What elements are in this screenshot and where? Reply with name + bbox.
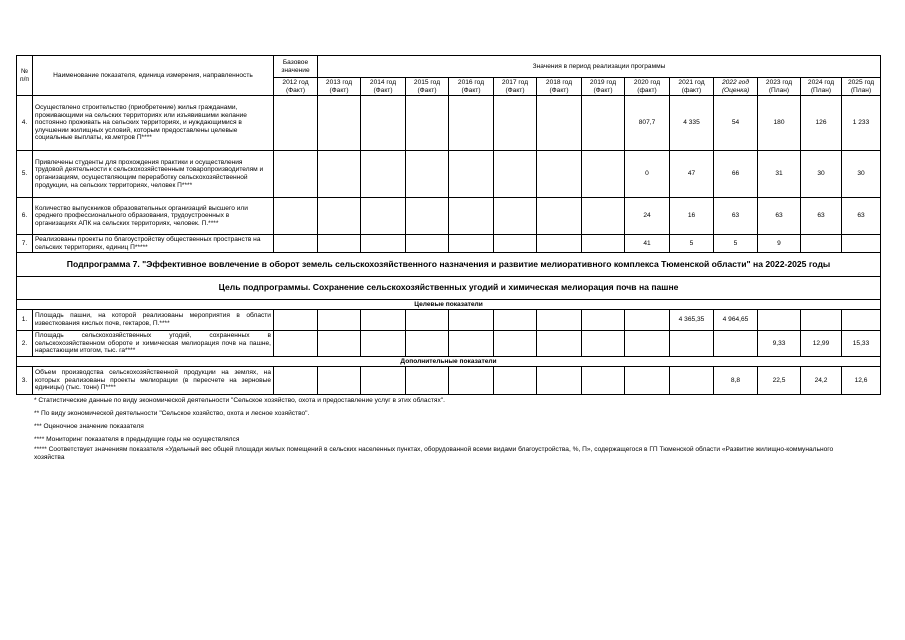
value-cell: 16 <box>670 198 714 235</box>
value-cell <box>494 310 537 331</box>
header-period: Значения в период реализации программы <box>318 56 881 78</box>
value-cell <box>494 367 537 395</box>
footnote: *** Оценочное значение показателя <box>34 423 144 430</box>
header-year: 2018 год (Факт) <box>537 78 582 96</box>
additional-indicators-heading: Дополнительные показатели <box>17 357 881 367</box>
value-cell <box>625 367 670 395</box>
row-number: 4. <box>17 96 33 151</box>
row-number: 7. <box>17 235 33 253</box>
value-cell <box>274 198 318 235</box>
value-cell <box>449 235 494 253</box>
value-cell <box>406 310 449 331</box>
row-indicator-name: Осуществлено строительство (приобретение) жилья гражданами, проживающими на сельских территориях или изъявившими желание постоянно проживать на сельских территориях, и нуждающимися в улучшении жилищных условий, которым предоставлены целевые социальные выплаты, кв.метров П**** <box>33 96 274 151</box>
value-cell <box>318 151 361 198</box>
indicators-table <box>16 55 881 395</box>
table-row <box>17 331 881 357</box>
value-cell <box>670 331 714 357</box>
value-cell <box>537 151 582 198</box>
header-year: 2016 год (Факт) <box>449 78 494 96</box>
row-indicator-name: Площадь пашни, на которой реализованы мероприятия в области известкования кислых почв, гектаров, П.**** <box>33 310 274 331</box>
value-cell <box>801 310 842 331</box>
value-cell <box>842 310 881 331</box>
value-cell <box>494 235 537 253</box>
target-indicators-heading: Целевые показатели <box>17 300 881 310</box>
value-cell <box>758 310 801 331</box>
value-cell <box>494 331 537 357</box>
header-year: 2017 год (Факт) <box>494 78 537 96</box>
value-cell: 807,7 <box>625 96 670 151</box>
subprogram-title: Подпрограмма 7. "Эффективное вовлечение в оборот земель сельскохозяйственного назначения и развитие мелиоративного комплекса Тюменской области" на 2022-2025 годы <box>17 253 881 277</box>
value-cell <box>274 96 318 151</box>
value-cell <box>318 367 361 395</box>
value-cell <box>318 96 361 151</box>
value-cell <box>274 331 318 357</box>
value-cell: 47 <box>670 151 714 198</box>
value-cell <box>406 331 449 357</box>
header-year: 2025 год (План) <box>842 78 881 96</box>
value-cell <box>318 198 361 235</box>
value-cell: 66 <box>714 151 758 198</box>
header-year: 2019 год (Факт) <box>582 78 625 96</box>
footnote: ** По виду экономической деятельности "Сельское хозяйство, охота и лесное хозяйство". <box>34 410 310 417</box>
footnote: * Статистические данные по виду экономической деятельности "Сельское хозяйство, охота и предоставление услуг в этих областях". <box>34 397 445 404</box>
value-cell: 15,33 <box>842 331 881 357</box>
value-cell <box>274 310 318 331</box>
value-cell <box>406 198 449 235</box>
value-cell <box>361 310 406 331</box>
value-cell: 12,6 <box>842 367 881 395</box>
value-cell: 1 233 <box>842 96 881 151</box>
header-name: Наименование показателя, единица измерения, направленность <box>33 56 274 96</box>
header-year: 2015 год (Факт) <box>406 78 449 96</box>
header-year: 2020 год (факт) <box>625 78 670 96</box>
value-cell <box>670 367 714 395</box>
value-cell: 63 <box>801 198 842 235</box>
value-cell <box>494 96 537 151</box>
value-cell: 31 <box>758 151 801 198</box>
header-year: 2023 год (План) <box>758 78 801 96</box>
row-number: 6. <box>17 198 33 235</box>
value-cell: 4 964,65 <box>714 310 758 331</box>
value-cell <box>274 151 318 198</box>
value-cell: 54 <box>714 96 758 151</box>
value-cell <box>361 198 406 235</box>
value-cell <box>449 96 494 151</box>
value-cell <box>361 331 406 357</box>
value-cell: 4 365,35 <box>670 310 714 331</box>
header-year: 2024 год (План) <box>801 78 842 96</box>
table-row <box>17 310 881 331</box>
value-cell <box>406 96 449 151</box>
value-cell <box>582 235 625 253</box>
table-row <box>17 198 881 235</box>
value-cell <box>537 367 582 395</box>
value-cell: 63 <box>758 198 801 235</box>
value-cell <box>449 198 494 235</box>
value-cell <box>361 96 406 151</box>
row-indicator-name: Объем производства сельскохозяйственной продукции на землях, на которых реализованы проекты мелиорации (в пересчете на зерновые единицы) (тыс. тонн) П**** <box>33 367 274 395</box>
value-cell <box>449 310 494 331</box>
value-cell <box>449 367 494 395</box>
value-cell <box>449 151 494 198</box>
value-cell: 126 <box>801 96 842 151</box>
value-cell <box>537 310 582 331</box>
table-row <box>17 367 881 395</box>
value-cell: 5 <box>670 235 714 253</box>
value-cell <box>318 310 361 331</box>
value-cell <box>625 331 670 357</box>
value-cell <box>537 331 582 357</box>
value-cell <box>274 235 318 253</box>
header-year: 2013 год (Факт) <box>318 78 361 96</box>
value-cell <box>406 151 449 198</box>
table-row <box>17 96 881 151</box>
value-cell <box>537 96 582 151</box>
value-cell <box>625 310 670 331</box>
value-cell <box>582 96 625 151</box>
row-indicator-name: Реализованы проекты по благоустройству общественных пространств на сельских территориях, единиц П***** <box>33 235 274 253</box>
value-cell <box>582 310 625 331</box>
value-cell: 30 <box>842 151 881 198</box>
value-cell <box>361 151 406 198</box>
header-base: Базовое значение <box>274 56 318 78</box>
value-cell: 9,33 <box>758 331 801 357</box>
value-cell <box>582 198 625 235</box>
table-row <box>17 235 881 253</box>
value-cell <box>842 235 881 253</box>
footnote: ***** Соответствует значениям показателя «Удельный вес общей площади жилых помещений в сельских населенных пунктах, оборудованной всеми видами благоустройства, %, П», содержащегося в ГП Тюменской области «Развитие жилищно-коммунального хозяйства <box>34 446 834 461</box>
value-cell <box>537 235 582 253</box>
value-cell: 24,2 <box>801 367 842 395</box>
value-cell: 12,99 <box>801 331 842 357</box>
value-cell <box>406 235 449 253</box>
row-number: 1. <box>17 310 33 331</box>
header-year: 2014 год (Факт) <box>361 78 406 96</box>
value-cell <box>494 151 537 198</box>
row-indicator-name: Количество выпускников образовательных организаций высшего или среднего профессионального образования, трудоустроенных в организациях АПК на сельских территориях, человек. П.**** <box>33 198 274 235</box>
value-cell: 5 <box>714 235 758 253</box>
value-cell: 180 <box>758 96 801 151</box>
value-cell <box>582 151 625 198</box>
value-cell <box>714 331 758 357</box>
row-number: 3. <box>17 367 33 395</box>
value-cell: 63 <box>714 198 758 235</box>
value-cell <box>318 235 361 253</box>
header-year: 2022 год (Оценка) <box>714 78 758 96</box>
row-number: 2. <box>17 331 33 357</box>
value-cell <box>582 331 625 357</box>
header-number: № п/п <box>17 56 33 96</box>
value-cell <box>449 331 494 357</box>
value-cell <box>274 367 318 395</box>
row-indicator-name: Привлечены студенты для прохождения практики и осуществления трудовой деятельности к сельскохозяйственным товаропроизводителям и организациям, осуществляющим переработку сельскохозяйственной продукции, на сельских территориях, человек П**** <box>33 151 274 198</box>
value-cell: 63 <box>842 198 881 235</box>
value-cell: 30 <box>801 151 842 198</box>
value-cell <box>361 367 406 395</box>
value-cell <box>361 235 406 253</box>
table-row <box>17 151 881 198</box>
value-cell <box>406 367 449 395</box>
row-number: 5. <box>17 151 33 198</box>
row-indicator-name: Площадь сельскохозяйственных угодий, сохраненных в сельскохозяйственном обороте и химическая мелиорация почв на пашне, нарастающим итогом, тыс. га**** <box>33 331 274 357</box>
value-cell: 24 <box>625 198 670 235</box>
value-cell: 0 <box>625 151 670 198</box>
value-cell: 22,5 <box>758 367 801 395</box>
value-cell <box>537 198 582 235</box>
header-year: 2012 год (Факт) <box>274 78 318 96</box>
value-cell: 4 335 <box>670 96 714 151</box>
value-cell <box>494 198 537 235</box>
value-cell: 9 <box>758 235 801 253</box>
value-cell <box>582 367 625 395</box>
footnote: **** Мониторинг показателя в предыдущие годы не осуществлялся <box>34 436 240 443</box>
subprogram-goal: Цель подпрограммы. Сохранение сельскохозяйственных угодий и химическая мелиорация почв на пашне <box>17 277 881 300</box>
value-cell <box>318 331 361 357</box>
value-cell <box>801 235 842 253</box>
value-cell: 8,8 <box>714 367 758 395</box>
value-cell: 41 <box>625 235 670 253</box>
header-year: 2021 год (факт) <box>670 78 714 96</box>
